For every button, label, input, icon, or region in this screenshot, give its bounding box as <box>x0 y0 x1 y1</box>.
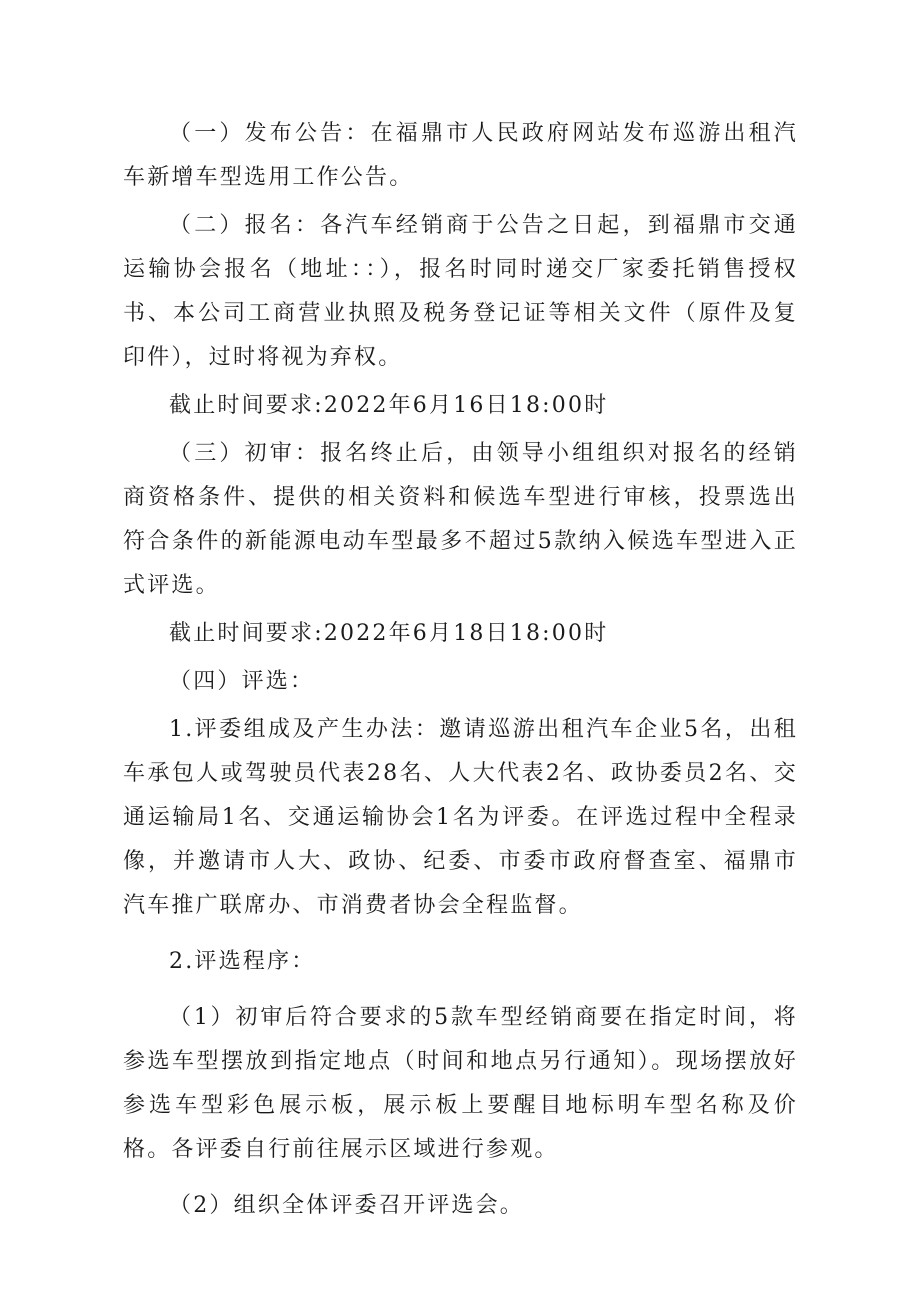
paragraph-procedure-step-2: （2）组织全体评委召开评选会。 <box>169 1193 524 1218</box>
paragraph-procedure-step-1: （1）初审后符合要求的5款车型经销商要在指定时间，将参选车型摆放到指定地点（时间和地点另行通知）。现场摆放好参选车型彩色展示板，展示板上要醒目地标明车型名称及价格。各评委自行前往展示区域进行参观。 <box>123 1005 798 1162</box>
paragraph-selection-heading: （四）评选： <box>169 669 315 694</box>
document-body <box>123 112 798 1228</box>
paragraph-review-deadline: 截止时间要求:2022年6月18日18:00时 <box>169 621 609 646</box>
paragraph-publish-notice: （一）发布公告：在福鼎市人民政府网站发布巡游出租汽车新增车型选用工作公告。 <box>123 121 798 190</box>
paragraph-selection-procedure: 2.评选程序： <box>169 949 316 974</box>
paragraph-registration-deadline: 截止时间要求:2022年6月16日18:00时 <box>169 393 609 418</box>
paragraph-judges-composition: 1.评委组成及产生办法：邀请巡游出租汽车企业5名，出租车承包人或驾驶员代表28名、人大代表2名、政协委员2名、交通运输局1名、交通运输协会1名为评委。在评选过程中全程录像，并邀请市人大、政协、纪委、市委市政府督查室、福鼎市汽车推广联席办、市消费者协会全程监督。 <box>123 717 798 918</box>
paragraph-registration: （二）报名：各汽车经销商于公告之日起，到福鼎市交通运输协会报名（地址：：），报名时同时递交厂家委托销售授权书、本公司工商营业执照及税务登记证等相关文件（原件及复印件），过时将视为弃权。 <box>123 213 798 370</box>
paragraph-preliminary-review: （三）初审：报名终止后，由领导小组组织对报名的经销商资格条件、提供的相关资料和候选车型进行审核，投票选出符合条件的新能源电动车型最多不超过5款纳入候选车型进入正式评选。 <box>123 441 798 598</box>
